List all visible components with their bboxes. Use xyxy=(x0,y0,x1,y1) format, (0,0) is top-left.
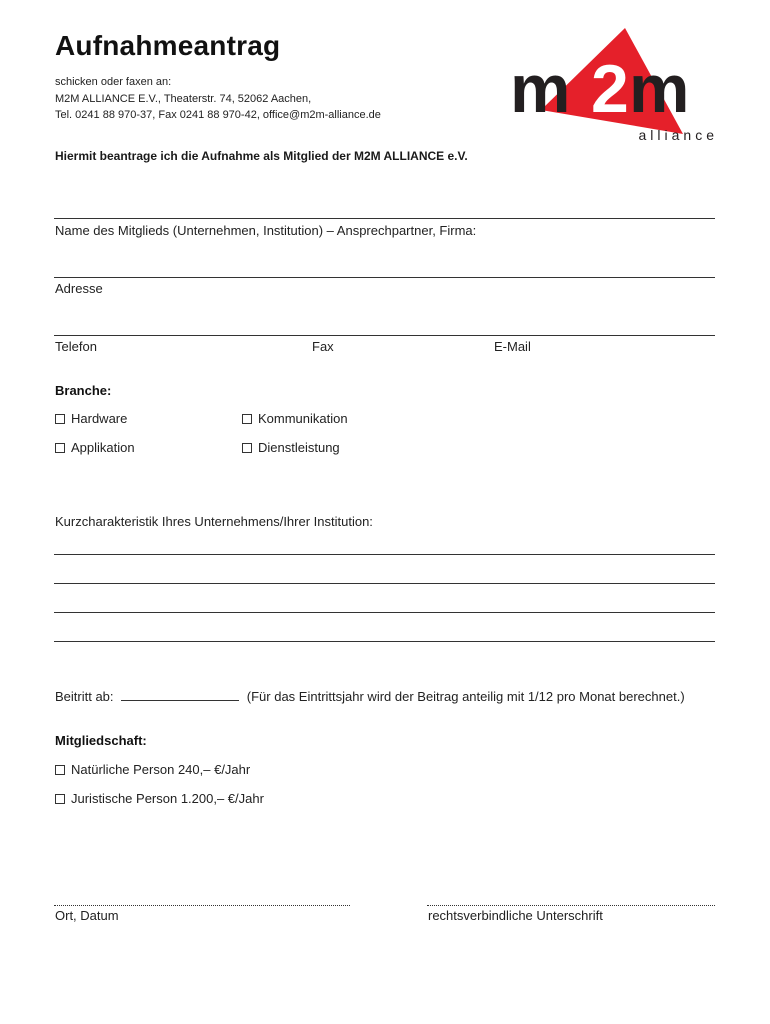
checkbox-label: Applikation xyxy=(71,440,135,455)
logo-m-right: m xyxy=(629,51,686,127)
contact-field-line[interactable] xyxy=(54,335,715,336)
checkbox-label: Dienstleistung xyxy=(258,440,340,455)
checkbox-square[interactable] xyxy=(242,443,252,453)
checkbox-label: Juristische Person 1.200,– €/Jahr xyxy=(71,791,264,806)
checkbox-square[interactable] xyxy=(55,765,65,775)
membership-heading: Mitgliedschaft: xyxy=(55,733,147,748)
place-date-label: Ort, Datum xyxy=(55,908,119,923)
description-label: Kurzcharakteristik Ihres Unternehmens/Ihrer Institution: xyxy=(55,514,373,529)
join-date-row xyxy=(55,689,685,704)
checkbox-legal-person[interactable] xyxy=(55,791,264,806)
description-line-1[interactable] xyxy=(54,554,715,555)
application-statement: Hiermit beantrage ich die Aufnahme als Mitglied der M2M ALLIANCE e.V. xyxy=(55,149,468,163)
place-date-line[interactable] xyxy=(54,905,350,906)
checkbox-natural-person[interactable] xyxy=(55,762,250,777)
join-date-label: Beitritt ab: xyxy=(55,689,114,704)
logo-two: 2 xyxy=(591,51,625,127)
name-field-line[interactable] xyxy=(54,218,715,219)
checkbox-square[interactable] xyxy=(55,414,65,424)
email-field-label: E-Mail xyxy=(494,339,531,354)
checkbox-label: Hardware xyxy=(71,411,128,426)
signature-line[interactable] xyxy=(427,905,715,906)
checkbox-kommunikation[interactable] xyxy=(242,411,348,426)
description-line-2[interactable] xyxy=(54,583,715,584)
checkbox-applikation[interactable] xyxy=(55,440,135,455)
name-field-label: Name des Mitglieds (Unternehmen, Institution) – Ansprechpartner, Firma: xyxy=(55,223,477,238)
address-field-line[interactable] xyxy=(54,277,715,278)
industry-heading: Branche: xyxy=(55,383,112,398)
logo-subtitle: alliance xyxy=(638,127,718,143)
address-field-label: Adresse xyxy=(55,281,103,296)
signature-label: rechtsverbindliche Unterschrift xyxy=(428,908,603,923)
fax-field-label: Fax xyxy=(312,339,334,354)
checkbox-square[interactable] xyxy=(55,794,65,804)
page-title: Aufnahmeantrag xyxy=(55,30,281,61)
join-date-field[interactable] xyxy=(121,691,239,701)
join-date-note: (Für das Eintrittsjahr wird der Beitrag anteilig mit 1/12 pro Monat berechnet.) xyxy=(246,689,685,704)
description-line-3[interactable] xyxy=(54,612,715,613)
m2m-alliance-logo xyxy=(505,22,720,147)
checkbox-label: Natürliche Person 240,– €/Jahr xyxy=(71,762,251,777)
logo-m-left: m xyxy=(510,51,567,127)
checkbox-hardware[interactable] xyxy=(55,411,127,426)
checkbox-square[interactable] xyxy=(242,414,252,424)
contact-line: Tel. 0241 88 970-37, Fax 0241 88 970-42, office@m2m-alliance.de xyxy=(55,109,381,121)
address-line: M2M ALLIANCE E.V., Theaterstr. 74, 52062 Aachen, xyxy=(55,93,312,105)
phone-field-label: Telefon xyxy=(55,339,97,354)
checkbox-dienstleistung[interactable] xyxy=(242,440,340,455)
checkbox-square[interactable] xyxy=(55,443,65,453)
checkbox-label: Kommunikation xyxy=(258,411,348,426)
send-instruction: schicken oder faxen an: xyxy=(55,76,172,88)
description-line-4[interactable] xyxy=(54,641,715,642)
